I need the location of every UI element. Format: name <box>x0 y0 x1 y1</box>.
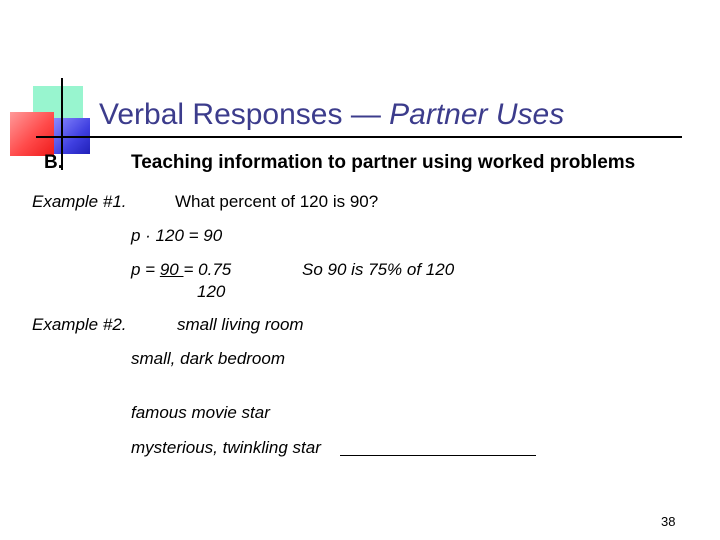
example1-equation-1: p · 120 = 90 <box>131 226 223 245</box>
example1-equation-2 <box>131 260 231 280</box>
page-number: 38 <box>661 514 676 529</box>
section-letter: B. <box>44 152 63 173</box>
example2-label: Example #2. <box>32 315 127 334</box>
eq2-numerator: 90 <box>159 260 184 279</box>
section-heading: Teaching information to partner using worked problems <box>131 152 636 173</box>
slide-title <box>99 98 564 132</box>
example2-item: famous movie star <box>131 403 270 422</box>
example1-conclusion: So 90 is 75% of 120 <box>302 260 455 279</box>
example1-label: Example #1. <box>32 192 127 211</box>
eq2-suffix: = 0.75 <box>183 260 232 279</box>
fill-in-blank-line <box>340 455 536 456</box>
decor-red-square <box>10 112 54 156</box>
example2-item: small, dark bedroom <box>131 349 286 368</box>
eq2-denominator: 120 <box>197 282 226 301</box>
title-italic: Partner Uses <box>389 98 565 131</box>
example1-question: What percent of 120 is 90? <box>175 192 379 211</box>
eq2-prefix: p = <box>131 260 160 279</box>
title-underline <box>36 136 682 138</box>
title-main: Verbal Responses — <box>99 98 390 131</box>
example2-item: small living room <box>177 315 304 334</box>
example2-item: mysterious, twinkling star <box>131 438 321 457</box>
